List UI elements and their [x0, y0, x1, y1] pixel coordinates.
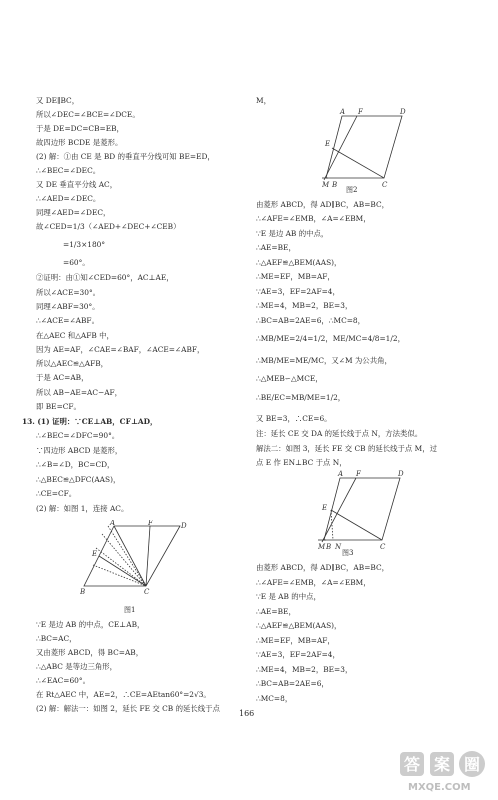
watermark-logo — [398, 748, 490, 796]
figure-1-caption: 图1 — [124, 606, 136, 614]
text-line: ∴∠ACE=∠ABF。 — [36, 316, 99, 325]
text-line: ∵四边形 ABCD 是菱形， — [36, 446, 123, 455]
fig2-label-b: B — [332, 181, 338, 188]
fig2-label-e: E — [325, 140, 331, 148]
fig3-label-f: F — [356, 470, 361, 478]
text-line: =1/3×180° — [63, 240, 106, 249]
text-line: ∵E 是边 AB 的中点，CE⊥AB， — [36, 620, 145, 629]
text-line: ∴AE=BE， — [256, 607, 296, 616]
text-line: 于是 DE=DC=CB=EB， — [36, 124, 124, 133]
fig3-label-a: A — [338, 470, 344, 478]
text-line: 在△AEC 和△AFB 中， — [36, 331, 114, 340]
fig2-label-f: F — [358, 108, 363, 116]
text-line: 注：延长 CE 交 DA 的延长线于点 N，方法类似。 — [256, 429, 423, 438]
text-line: ∴∠EAC=60°。 — [36, 676, 90, 685]
figure-1 — [80, 520, 190, 595]
text-line: ∴△AEF≌△BEM(AAS)， — [256, 258, 342, 267]
text-line: ∴MB/ME=2/4=1/2，ME/MC=4/8=1/2， — [256, 334, 405, 343]
fig3-label-n: N — [335, 543, 342, 550]
fig2-label-d: D — [400, 108, 406, 116]
figure-3 — [318, 470, 410, 550]
text-line: ∴ME=EF，MB=AF， — [256, 636, 335, 645]
fig2-label-c: C — [382, 181, 388, 188]
text-line: ∴∠BEC=∠DFC=90°。 — [36, 431, 120, 440]
text-line: 在 Rt△AEC 中，AE=2，∴CE=AEtan60°=2√3。 — [36, 690, 211, 699]
text-line: ∵AE=3，EF=2AF=4， — [256, 287, 340, 296]
text-line: ∴BC=AB=2AE=6， — [256, 679, 329, 688]
text-line: 又 DE∥BC， — [36, 96, 80, 105]
text-line: ∴AE=BE， — [256, 243, 296, 252]
text-line: 所以△AEC≌△AFB， — [36, 359, 109, 368]
fig2-label-a: A — [340, 108, 346, 116]
fig3-label-b: B — [326, 543, 332, 550]
text-line: 由菱形 ABCD，得 AD∥BC，AB=BC， — [256, 200, 390, 209]
text-line: 故∠CED=1/3（∠AED+∠DEC+∠CEB） — [36, 222, 181, 231]
text-line: ∴BC=AC， — [36, 634, 77, 643]
fig1-label-e: E — [92, 550, 98, 558]
fig3-label-e: E — [322, 504, 328, 512]
text-line: ∴ME=4，MB=2，BE=3， — [256, 665, 353, 674]
text-line: 由菱形 ABCD，得 AD∥BC，AB=BC， — [256, 563, 390, 572]
watermark-url: MXQE.COM — [408, 782, 471, 793]
fig3-label-d: D — [398, 470, 404, 478]
fig3-label-m: M — [318, 543, 326, 550]
text-line: 即 BE=CF。 — [36, 402, 81, 411]
text-line: 故四边形 BCDE 是菱形。 — [36, 138, 123, 147]
fig1-label-d: D — [181, 522, 187, 530]
text-line: ∴ME=4，MB=2，BE=3， — [256, 301, 353, 310]
text-line: ∵E 是边 AB 的中点， — [256, 229, 329, 238]
fig1-label-b: B — [80, 588, 86, 595]
text-line: (2) 解：解法一：如图 2，延长 FE 交 CB 的延长线于点 — [36, 704, 220, 713]
text-line: 于是 AC=AB， — [36, 373, 89, 382]
text-line: ∴∠AFE=∠EMB，∠A=∠EBM， — [256, 578, 371, 587]
figure-3-caption: 图3 — [342, 549, 354, 557]
text-line: ②证明：由①知∠CED=60°，AC⊥AE， — [36, 273, 174, 282]
text-line: M， — [256, 96, 271, 105]
text-line: ∴∠AED=∠DEC。 — [36, 194, 101, 203]
text-line: ∴MB/ME=ME/MC，又∠M 为公共角， — [256, 356, 392, 365]
text-line: 又 DE 垂直平分线 AC， — [36, 180, 118, 189]
text-line: ∴△MEB∽△MCE， — [256, 374, 323, 383]
text-line: 因为 AE=AF，∠CAE=∠BAF，∠ACE=∠ABF， — [36, 345, 205, 354]
text-line: =60°。 — [63, 258, 90, 267]
text-line: 解法二：如图 3，延长 FE 交 CB 的延长线于点 M，过 — [256, 444, 438, 453]
fig1-label-c: C — [144, 588, 150, 595]
text-line: ∴MC=8， — [256, 694, 293, 703]
svg-text:案: 案 — [434, 755, 451, 774]
text-line: ∴ME=EF，MB=AF， — [256, 272, 335, 281]
text-line: 同理∠ABF=30°。 — [36, 302, 100, 311]
page-number: 166 — [239, 709, 255, 718]
text-line: ∴∠B=∠D，BC=CD， — [36, 460, 115, 469]
figure-2 — [322, 108, 414, 188]
text-line: ∴△BEC≌△DFC(AAS)， — [36, 475, 121, 484]
text-line: 所以∠ACE=30°。 — [36, 288, 101, 297]
text-line: ∴∠BEC=∠DEC。 — [36, 166, 101, 175]
text-line: ∴∠AFE=∠EMB，∠A=∠EBM， — [256, 214, 371, 223]
text-line: 所以 AB−AE=AC−AF， — [36, 388, 123, 397]
text-line: 又由菱形 ABCD，得 BC=AB， — [36, 648, 144, 657]
figure-2-caption: 图2 — [346, 186, 358, 194]
text-line: 又 BE=3，∴CE=6。 — [256, 414, 332, 423]
svg-text:答: 答 — [404, 755, 421, 774]
text-line: ∴△AEF≌△BEM(AAS)， — [256, 621, 342, 630]
text-line: ∵E 是 AB 的中点， — [256, 592, 321, 601]
text-line: 同理∠AED=∠DEC， — [36, 208, 111, 217]
text-line: 所以∠DEC=∠BCE=∠DCE。 — [36, 110, 140, 119]
text-line: (2) 解：①由 CE 是 BD 的垂直平分线可知 BE=ED， — [36, 152, 215, 161]
question-heading: 13. (1) 证明：∵CE⊥AB，CF⊥AD， — [22, 417, 158, 426]
fig1-label-a: A — [110, 520, 116, 527]
text-line: ∴BC=AB=2AE=6，∴MC=8， — [256, 316, 366, 325]
fig1-label-f: F — [148, 520, 153, 527]
text-line: ∵AE=3，EF=2AF=4， — [256, 650, 340, 659]
text-line: ∴△ABC 是等边三角形， — [36, 662, 118, 671]
fig2-label-m: M — [322, 181, 330, 188]
text-line: (2) 解：如图 1，连接 AC。 — [36, 504, 129, 513]
text-line: ∴BE/EC=MB/ME=1/2， — [256, 393, 346, 402]
svg-text:圈: 圈 — [464, 755, 481, 774]
fig3-label-c: C — [380, 543, 386, 550]
text-line: 点 E 作 EN⊥BC 于点 N， — [256, 458, 347, 467]
text-line: ∴CE=CF。 — [36, 489, 77, 498]
